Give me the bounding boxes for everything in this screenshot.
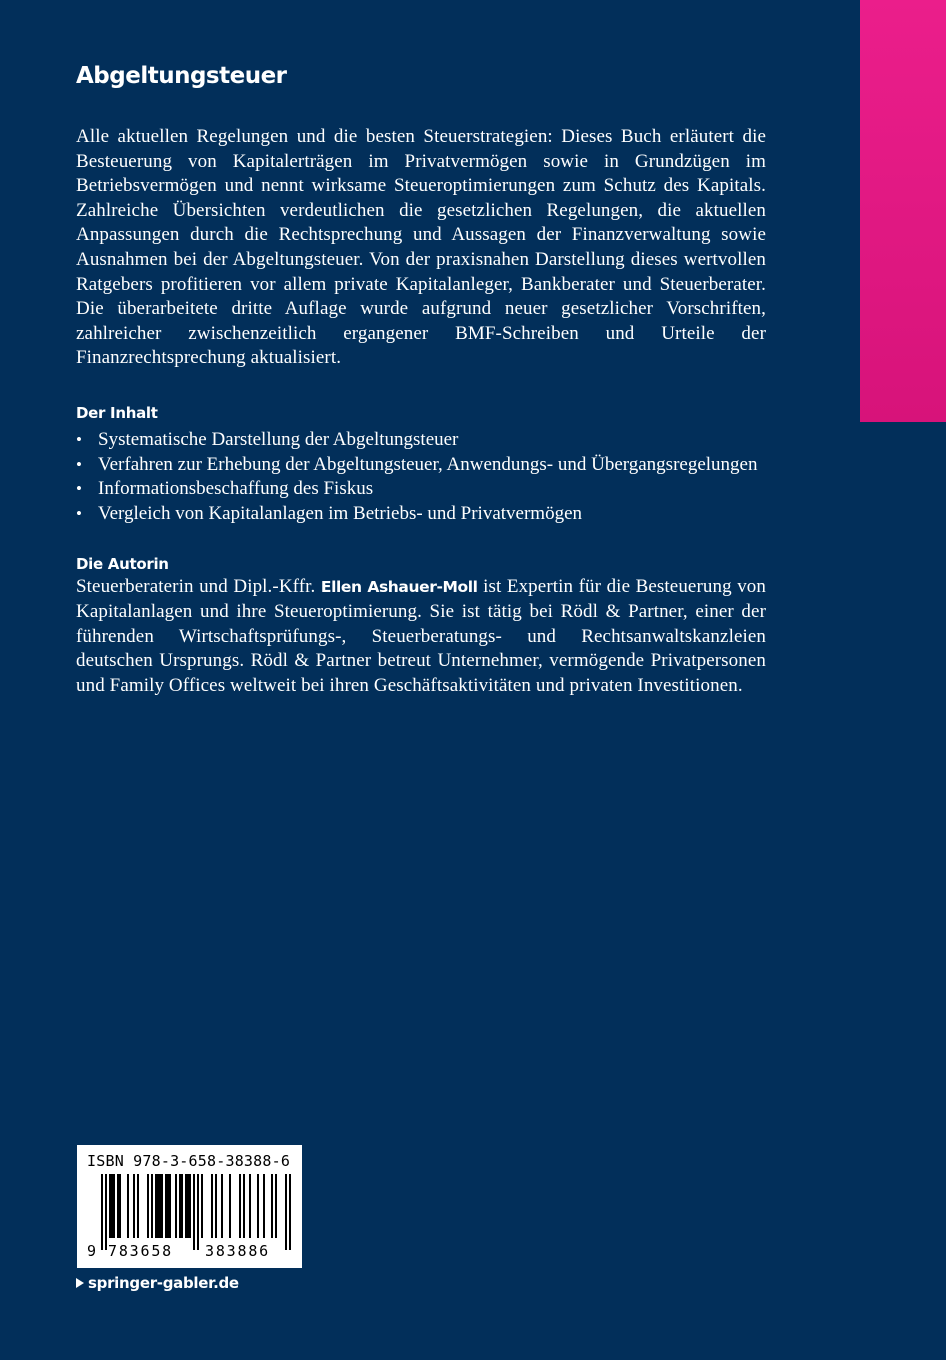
barcode-bar — [113, 1174, 115, 1238]
barcode-bar — [221, 1174, 223, 1238]
barcode-bar — [111, 1174, 113, 1238]
book-description: Alle aktuellen Regelungen und die besten Steuerstrategien: Dieses Buch erläutert die Besteuerung von Kapitalerträgen im Privatvermögen sowie in Grundzügen im Betriebsvermögen und nennt wirksame Steueroptimierungen zum Schutz des Kapitals. Zahlreiche Übersichten verdeutlichen die gesetzlichen Regelungen, die aktuellen Anpassungen durch die Rechtsprechung und Aussagen der Finanzverwaltung sowie Ausnahmen bei der Abgeltungsteuer. Von der praxisnahen Darstellung dieses wertvollen Ratgebers profitieren vor allem private Kapitalanleger, Bankberater und Steuerberater. Die überarbeitete dritte Auflage wurde aufgrund neuer gesetzlicher Vorschriften, zahlreicher zwischenzeitlich ergangener BMF-Schreiben und Urteile der Finanzrechtsprechung aktualisiert. — [76, 126, 766, 369]
barcode-bar — [167, 1174, 169, 1238]
barcode-bar — [127, 1174, 129, 1238]
barcode-bar — [189, 1174, 191, 1238]
barcode-bar — [155, 1174, 157, 1238]
autorin-heading: Die Autorin — [76, 555, 169, 574]
barcode-bar — [229, 1174, 231, 1238]
author-bio — [76, 575, 766, 698]
barcode-bar — [257, 1174, 259, 1238]
bullet-icon: • — [76, 429, 82, 449]
publisher-url: springer-gabler.de — [88, 1274, 239, 1292]
barcode-bar — [159, 1174, 161, 1238]
barcode-guard-bar — [105, 1174, 107, 1250]
barcode-bar — [243, 1174, 245, 1238]
barcode-bar — [179, 1174, 181, 1238]
bullet-icon: • — [76, 479, 82, 499]
barcode-bar — [169, 1174, 171, 1238]
barcode-bar — [117, 1174, 119, 1238]
bullet-icon: • — [76, 454, 82, 474]
barcode-bar — [157, 1174, 159, 1238]
barcode-bar — [165, 1174, 167, 1238]
barcode-guard-bar — [285, 1174, 287, 1250]
list-item-text: Systematische Darstellung der Abgeltungsteuer — [98, 428, 459, 450]
isbn-label: ISBN 978-3-658-38388-6 — [87, 1152, 291, 1170]
barcode-bar — [147, 1174, 149, 1238]
barcode-guard-bar — [101, 1174, 103, 1250]
barcode-guard-bar — [289, 1174, 291, 1250]
barcode-bar — [215, 1174, 217, 1238]
author-bio-text: ist Expertin für die Besteuerung von Kapitalanlagen und ihre Steueroptimierung. Sie ist tätig bei Rödl & Partner, einer der führenden Wirtschaftsprüfungs-, Steuerberatungs- und Rechtsanwaltskanzleien deutschen Ursprungs. Rödl & Partner betreut Unternehmer, vermögende Privatpersonen und Family Offices weltweit bei ihren Geschäftsaktivitäten und privaten Investitionen. — [76, 576, 767, 696]
barcode-bar — [181, 1174, 183, 1238]
book-title: Abgeltungsteuer — [76, 63, 287, 89]
author-bio-intro: Steuerberaterin und Dipl.-Kffr. — [76, 576, 321, 598]
list-item-text: Informationsbeschaffung des Fiskus — [98, 478, 374, 500]
barcode-bar — [109, 1174, 111, 1238]
ean-left-digits: 783658 — [108, 1242, 173, 1260]
barcode-guard-bar — [193, 1174, 195, 1250]
inhalt-heading: Der Inhalt — [76, 403, 158, 422]
list-item — [76, 428, 766, 453]
ean-first-digit: 9 — [87, 1242, 97, 1260]
accent-bar — [860, 0, 946, 422]
barcode-bar — [185, 1174, 187, 1238]
bullet-icon: • — [76, 503, 82, 523]
barcode-bar — [249, 1174, 251, 1238]
barcode-bar — [151, 1174, 153, 1238]
barcode-bar — [137, 1174, 139, 1238]
publisher-link[interactable] — [76, 1274, 239, 1292]
barcode-bar — [187, 1174, 189, 1238]
list-item — [76, 453, 766, 478]
barcode-bar — [161, 1174, 163, 1238]
inhalt-list — [76, 428, 766, 526]
barcode-bar — [133, 1174, 135, 1238]
barcode-bar — [175, 1174, 177, 1238]
list-item-text: Vergleich von Kapitalanlagen im Betriebs- und Privatvermögen — [98, 502, 583, 524]
arrow-right-icon — [76, 1278, 84, 1288]
barcode-guard-bar — [197, 1174, 199, 1250]
list-item — [76, 477, 766, 502]
barcode-bar — [263, 1174, 265, 1238]
isbn-barcode — [77, 1145, 302, 1268]
ean-right-digits: 383886 — [205, 1242, 270, 1260]
barcode-bar — [275, 1174, 277, 1238]
barcode-bar — [239, 1174, 241, 1238]
list-item-text: Verfahren zur Erhebung der Abgeltungsteuer, Anwendungs- und Übergangsregelungen — [98, 453, 758, 475]
barcode-bar — [271, 1174, 273, 1238]
barcode-bar — [201, 1174, 203, 1238]
barcode-bar — [211, 1174, 213, 1238]
barcode-bar — [119, 1174, 121, 1238]
back-cover-content — [76, 60, 766, 698]
author-name: Ellen Ashauer-Moll — [320, 578, 478, 597]
list-item — [76, 502, 766, 527]
